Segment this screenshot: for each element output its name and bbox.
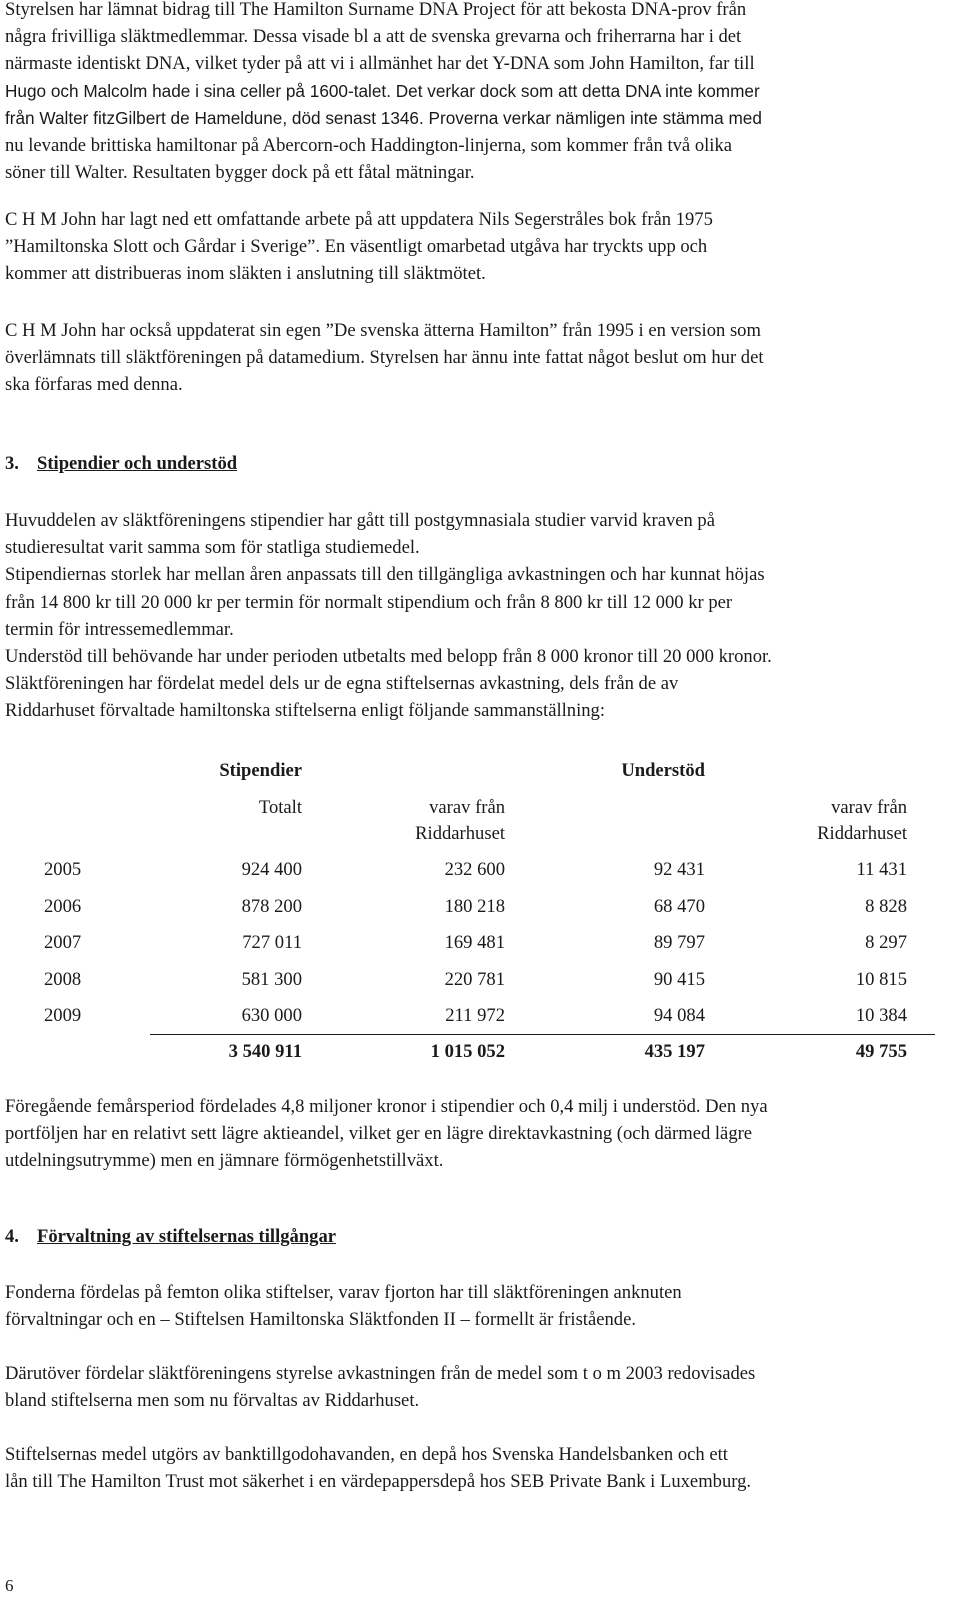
- text-line: utdelningsutrymme) men en jämnare förmögenhetstillväxt.: [5, 1150, 444, 1172]
- table-cell-stip-totalt: 581 300: [241, 969, 302, 990]
- text-line: förvaltningar och en – Stiftelsen Hamiltonska Släktfonden II – formellt är fristående.: [5, 1309, 636, 1331]
- table-cell-stip-totalt: 630 000: [241, 1005, 302, 1026]
- paragraph-atterna: [5, 317, 935, 399]
- text-line: Föregående femårsperiod fördelades 4,8 miljoner kronor i stipendier och 0,4 milj i understöd. Den nya: [5, 1096, 768, 1117]
- table-cell-und-riddarhuset: 10 815: [855, 969, 907, 990]
- paragraph-previous-period: [5, 1093, 935, 1175]
- table-cell-stip-totalt: 924 400: [241, 859, 302, 880]
- table-total-stip-totalt: 3 540 911: [228, 1041, 302, 1062]
- table-cell-und-totalt: 89 797: [653, 932, 705, 953]
- table-cell-und-totalt: 92 431: [653, 859, 705, 880]
- table-cell-stip-riddarhuset: 180 218: [444, 896, 505, 917]
- table-cell-und-riddarhuset: 8 297: [865, 932, 907, 953]
- table-cell-stip-riddarhuset: 211 972: [445, 1005, 505, 1026]
- text-line: Understöd till behövande har under perioden utbetalts med belopp från 8 000 kronor till 20 000 kronor.: [5, 646, 772, 668]
- text-line: C H M John har lagt ned ett omfattande arbete på att uppdatera Nils Segerstråles bok från 1975: [5, 209, 713, 230]
- text-line: Styrelsen har lämnat bidrag till The Hamilton Surname DNA Project för att bekosta DNA-prov från: [5, 0, 747, 20]
- table-header-und-riddarhuset-line1: varav från: [831, 797, 907, 818]
- table-cell-stip-riddarhuset: 169 481: [444, 932, 505, 953]
- paragraph-darutover: [5, 1360, 935, 1414]
- table-header-stip-riddarhuset-line2: Riddarhuset: [415, 823, 505, 844]
- text-line: studieresultat varit samma som för statliga studiemedel.: [5, 537, 420, 559]
- intro-paragraph: [5, 0, 935, 186]
- section3-body: [5, 507, 935, 725]
- section-number: 3.: [5, 453, 19, 474]
- table-cell-und-riddarhuset: 8 828: [865, 896, 907, 917]
- table-cell-year: 2006: [44, 896, 82, 917]
- section-title: Förvaltning av stiftelsernas tillgångar: [37, 1226, 337, 1247]
- text-line: närmaste identiskt DNA, vilket tyder på att vi i allmänhet har det Y-DNA som John Hamilton, far till: [5, 53, 755, 75]
- table-cell-stip-totalt: 727 011: [242, 932, 302, 953]
- section-title: Stipendier och understöd: [37, 453, 238, 474]
- text-line: Riddarhuset förvaltade hamiltonska stiftelserna enligt följande sammanställning:: [5, 700, 606, 722]
- text-line: Fonderna fördelas på femton olika stiftelser, varav fjorton har till släktföreningen anknuten: [5, 1282, 682, 1303]
- page-number: 6: [5, 1576, 14, 1595]
- table-cell-stip-totalt: 878 200: [241, 896, 302, 917]
- text-line: söner till Walter. Resultaten bygger dock på ett fåtal mätningar.: [5, 162, 475, 184]
- text-line: bland stiftelserna men som nu förvaltas av Riddarhuset.: [5, 1390, 420, 1412]
- table-cell-und-totalt: 90 415: [653, 969, 705, 990]
- table-total-und-totalt: 435 197: [644, 1041, 705, 1062]
- text-line: Hugo och Malcolm hade i sina celler på 1600-talet. Det verkar dock som att detta DNA inte kommer: [5, 80, 760, 101]
- table-header-und-riddarhuset-line2: Riddarhuset: [817, 823, 907, 844]
- section-number: 4.: [5, 1226, 19, 1247]
- table-header-stip-totalt: Totalt: [258, 797, 302, 818]
- table-cell-year: 2009: [44, 1005, 82, 1026]
- table-cell-year: 2008: [44, 969, 82, 990]
- text-line: C H M John har också uppdaterat sin egen ”De svenska ätterna Hamilton” från 1995 i en version som: [5, 320, 761, 341]
- text-line: kommer att distribueras inom släkten i anslutning till släktmötet.: [5, 263, 486, 285]
- section-heading-4: [5, 1226, 336, 1248]
- text-line: lån till The Hamilton Trust mot säkerhet i en värdepappersdepå hos SEB Private Bank i Luxemburg.: [5, 1471, 752, 1493]
- table-cell-und-totalt: 68 470: [653, 896, 705, 917]
- text-line: portföljen har en relativt sett lägre aktieandel, vilket ger en lägre direktavkastning (och därmed lägre: [5, 1123, 753, 1145]
- table-total-stip-riddarhuset: 1 015 052: [430, 1041, 505, 1062]
- text-line: termin för intressemedlemmar.: [5, 618, 234, 640]
- table-cell-stip-riddarhuset: 232 600: [444, 859, 505, 880]
- paragraph-medel: [5, 1441, 935, 1495]
- text-line: Släktföreningen har fördelat medel dels ur de egna stiftelsernas avkastning, dels från de av: [5, 673, 679, 695]
- text-line: några frivilliga släktmedlemmar. Dessa visade bl a att de svenska grevarna och friherrarna har i det: [5, 26, 742, 48]
- table-cell-und-totalt: 94 084: [653, 1005, 705, 1026]
- text-line: ”Hamiltonska Slott och Gårdar i Sverige”. En väsentligt omarbetad utgåva har tryckts upp och: [5, 236, 708, 258]
- text-line: nu levande brittiska hamiltonar på Abercorn-och Haddington-linjerna, som kommer från två olika: [5, 135, 733, 157]
- paragraph-segerstrale: [5, 206, 935, 288]
- text-line: Stiftelsernas medel utgörs av banktillgodohavanden, en depå hos Svenska Handelsbanken och ett: [5, 1444, 728, 1465]
- table-group-header-understod: Understöd: [621, 760, 705, 781]
- table-total-und-riddarhuset: 49 755: [855, 1041, 907, 1062]
- table-total-rule: [150, 1034, 935, 1035]
- table-cell-und-riddarhuset: 10 384: [855, 1005, 907, 1026]
- text-line: Stipendiernas storlek har mellan åren anpassats till den tillgängliga avkastningen och har kunnat höjas: [5, 564, 765, 586]
- text-line: Därutöver fördelar släktföreningens styrelse avkastningen från de medel som t o m 2003 redovisades: [5, 1363, 756, 1384]
- section-heading-3: [5, 453, 237, 475]
- table-group-header-stipendier: Stipendier: [219, 760, 302, 781]
- text-line: Huvuddelen av släktföreningens stipendier har gått till postgymnasiala studier varvid kraven på: [5, 510, 715, 531]
- table-cell-stip-riddarhuset: 220 781: [444, 969, 505, 990]
- text-line: överlämnats till släktföreningen på datamedium. Styrelsen har ännu inte fattat något beslut om hur det: [5, 347, 764, 369]
- text-line: ska förfaras med denna.: [5, 374, 183, 396]
- text-line: från 14 800 kr till 20 000 kr per termin för normalt stipendium och från 8 800 kr till 12 000 kr per: [5, 591, 733, 613]
- table-cell-year: 2007: [44, 932, 82, 953]
- table-cell-year: 2005: [44, 859, 82, 880]
- paragraph-fonderna: [5, 1279, 935, 1333]
- table-header-stip-riddarhuset-line1: varav från: [429, 797, 505, 818]
- table-cell-und-riddarhuset: 11 431: [856, 859, 907, 880]
- text-line: från Walter fitzGilbert de Hameldune, död senast 1346. Proverna verkar nämligen inte stämma med: [5, 107, 762, 128]
